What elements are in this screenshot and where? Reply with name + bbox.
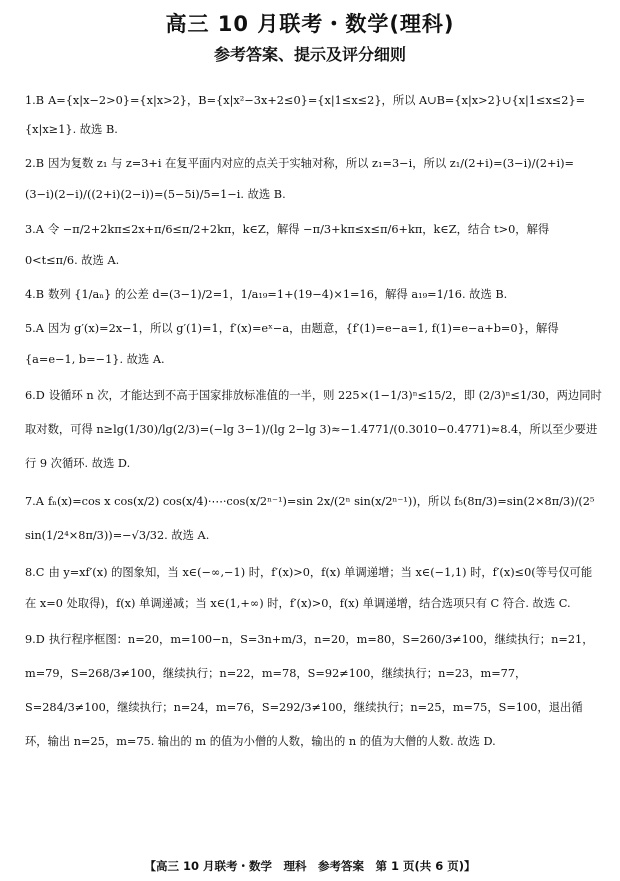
- answer-text: 因为 g′(x)=2x−1，所以 g′(1)=1，f′(x)=eˣ−a，由题意，{f′(1)=e−a=1, f(1)=e−a+b=0}，解得 {a=e−1, b=−1}. 故选 A.: [25, 322, 559, 366]
- page-subtitle: 参考答案、提示及评分细则: [213, 45, 406, 64]
- answer-number: 3.A: [25, 223, 44, 236]
- answer-text: 令 −π/2+2kπ≤2x+π/6≤π/2+2kπ，k∈Z，解得 −π/3+kπ≤x≤π/6+kπ，k∈Z，结合 t>0，解得 0<t≤π/6. 故选 A.: [25, 223, 550, 267]
- answer-item: [25, 379, 603, 481]
- answer-text: 由 y=xf′(x) 的图象知，当 x∈(−∞,−1) 时，f′(x)>0，f(x) 单调递增；当 x∈(−1,1) 时，f′(x)≤0(等号仅可能在 x=0 处取得)，f(x) 单调递减；当 x∈(1,+∞) 时，f′(x)>0，f(x) 单调递增，结合选项只有 C 符合. 故选 C.: [25, 566, 593, 610]
- answer-item: [25, 557, 603, 619]
- answer-number: 8.C: [25, 566, 45, 579]
- answer-text: 因为复数 z₁ 与 z=3+i 在复平面内对应的点关于实轴对称，所以 z₁=3−i，所以 z₁/(2+i)=(3−i)/(2+i)=(3−i)(2−i)/((2+i)(2−i))=(5−5i)/5=1−i. 故选 B.: [25, 157, 575, 201]
- page-footer: 【高三 10 月联考・数学 理科 参考答案 第 1 页(共 6 页)】: [144, 859, 476, 873]
- answer-number: 7.A: [25, 495, 44, 508]
- answer-number: 2.B: [25, 157, 45, 170]
- answer-item: [25, 485, 603, 553]
- answer-item: [25, 148, 603, 210]
- answer-item: [25, 86, 603, 144]
- answer-item: [25, 214, 603, 276]
- answer-number: 1.B: [25, 94, 45, 107]
- answer-text: 数列 {1/aₙ} 的公差 d=(3−1)/2=1，1/a₁₉=1+(19−4)×1=16，解得 a₁₉=1/16. 故选 B.: [48, 288, 508, 301]
- answer-text: 执行程序框图：n=20，m=100−n，S=3n+m/3，n=20，m=80，S=260/3≠100，继续执行；n=21，m=79，S=268/3≠100，继续执行；n=22，m=78，S=92≠100，继续执行；n=23，m=77，S=284/3≠100，继续执行；n=24，m=76，S=292/3≠100，继续执行；n=25，m=75，S=100，退出循环，输出 n=25，m=75. 输出的 m 的值为小僧的人数，输出的 n 的值为大僧的人数. 故选 D.: [25, 633, 594, 748]
- answer-number: 9.D: [25, 633, 45, 646]
- answer-item: [25, 280, 603, 309]
- answer-text: A={x|x−2>0}={x|x>2}，B={x|x²−3x+2≤0}={x|1≤x≤2}，所以 A∪B={x|x>2}∪{x|1≤x≤2}={x|x≥1}. 故选 B.: [25, 94, 586, 136]
- answer-number: 5.A: [25, 322, 44, 335]
- answer-item: [25, 623, 603, 759]
- page-title: 高三 10 月联考・数学(理科): [165, 12, 455, 36]
- answer-number: 4.B: [25, 288, 45, 301]
- answer-text: fₙ(x)=cos x cos(x/2) cos(x/4)·⋯·cos(x/2ⁿ⁻¹)=sin 2x/(2ⁿ sin(x/2ⁿ⁻¹))，所以 f₅(8π/3)=sin(2×8π/3)/(2⁵ sin(1/2⁴×8π/3))=−√3/32. 故选 A.: [25, 495, 595, 542]
- answer-text: 设循环 n 次，才能达到不高于国家排放标准值的一半，则 225×(1−1/3)ⁿ≤15/2，即 (2/3)ⁿ≤1/30，两边同时取对数，可得 n≥lg(1/30)/lg(2/3)=(−lg 3−1)/(lg 2−lg 3)≈−1.4771/(0.3010−0.4771)≈8.4，所以至少要进行 9 次循环. 故选 D.: [25, 389, 602, 470]
- answers-list: [25, 86, 603, 763]
- answer-item: [25, 313, 603, 375]
- answer-number: 6.D: [25, 389, 45, 402]
